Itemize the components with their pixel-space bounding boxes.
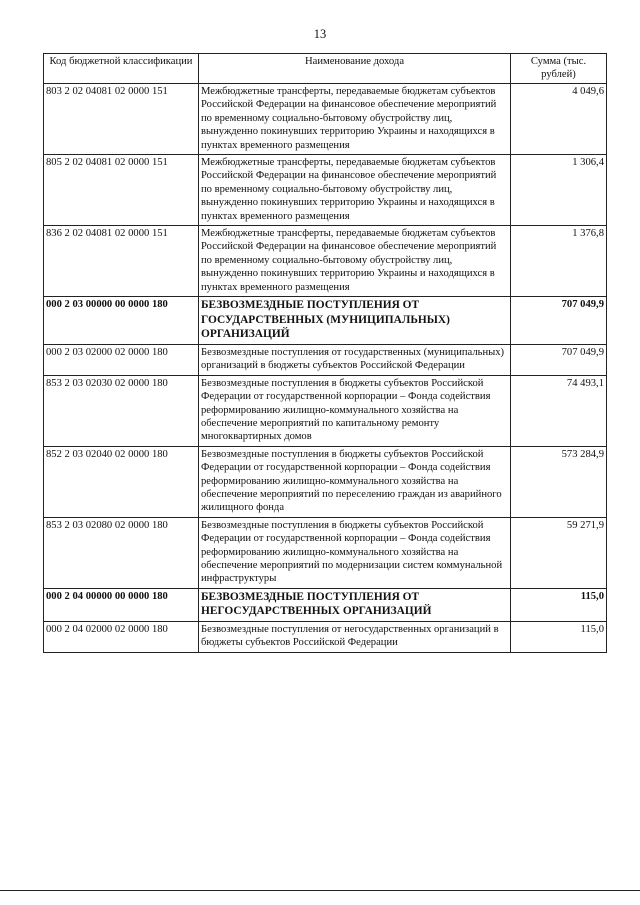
code-cell: 836 2 02 04081 02 0000 151 <box>44 226 199 297</box>
name-cell: Межбюджетные трансферты, передаваемые бюджетам субъектов Российской Федерации на финансовое обеспечение мероприятий по временному социально-бытовому обустройству лиц, вынужденно покинувших территорию Украины и находящихся в пунктах временного размещения <box>199 155 511 226</box>
amount-cell: 115,0 <box>511 588 607 621</box>
header-code: Код бюджетной классификации <box>44 54 199 84</box>
name-cell: Межбюджетные трансферты, передаваемые бюджетам субъектов Российской Федерации на финансовое обеспечение мероприятий по временному социально-бытовому обустройству лиц, вынужденно покинувших территорию Украины и находящихся в пунктах временного размещения <box>199 226 511 297</box>
table-row <box>44 297 607 345</box>
name-cell: Безвозмездные поступления в бюджеты субъектов Российской Федерации от государственной корпорации – Фонда содействия реформированию жилищно-коммунального хозяйства на обеспечение мероприятий по переселению граждан из аварийного жилищного фонда <box>199 446 511 517</box>
name-cell: БЕЗВОЗМЕЗДНЫЕ ПОСТУПЛЕНИЯ ОТ НЕГОСУДАРСТВЕННЫХ ОРГАНИЗАЦИЙ <box>199 588 511 621</box>
amount-cell: 707 049,9 <box>511 297 607 345</box>
amount-cell: 115,0 <box>511 621 607 652</box>
table-body <box>44 84 607 653</box>
amount-cell: 707 049,9 <box>511 344 607 375</box>
header-amount: Сумма (тыс. рублей) <box>511 54 607 84</box>
table-row <box>44 344 607 375</box>
code-cell: 803 2 02 04081 02 0000 151 <box>44 84 199 155</box>
amount-cell: 4 049,6 <box>511 84 607 155</box>
name-cell: БЕЗВОЗМЕЗДНЫЕ ПОСТУПЛЕНИЯ ОТ ГОСУДАРСТВЕННЫХ (МУНИЦИПАЛЬНЫХ) ОРГАНИЗАЦИЙ <box>199 297 511 345</box>
table-row <box>44 621 607 652</box>
table-row <box>44 226 607 297</box>
table-row <box>44 588 607 621</box>
amount-cell: 59 271,9 <box>511 517 607 588</box>
footer-divider <box>0 890 640 891</box>
code-cell: 000 2 03 00000 00 0000 180 <box>44 297 199 345</box>
name-cell: Безвозмездные поступления в бюджеты субъектов Российской Федерации от государственной корпорации – Фонда содействия реформированию жилищно-коммунального хозяйства на обеспечение мероприятий по модернизации систем коммунальной инфраструктуры <box>199 517 511 588</box>
name-cell: Безвозмездные поступления от негосударственных организаций в бюджеты субъектов Российской Федерации <box>199 621 511 652</box>
table-row <box>44 84 607 155</box>
table-row <box>44 155 607 226</box>
revenue-table <box>43 53 607 653</box>
code-cell: 853 2 03 02080 02 0000 180 <box>44 517 199 588</box>
amount-cell: 1 376,8 <box>511 226 607 297</box>
name-cell: Безвозмездные поступления в бюджеты субъектов Российской Федерации от государственной корпорации – Фонда содействия реформированию жилищно-коммунального хозяйства на обеспечение мероприятий по капитальному ремонту многоквартирных домов <box>199 375 511 446</box>
code-cell: 852 2 03 02040 02 0000 180 <box>44 446 199 517</box>
code-cell: 805 2 02 04081 02 0000 151 <box>44 155 199 226</box>
amount-cell: 573 284,9 <box>511 446 607 517</box>
code-cell: 000 2 04 02000 02 0000 180 <box>44 621 199 652</box>
name-cell: Межбюджетные трансферты, передаваемые бюджетам субъектов Российской Федерации на финансовое обеспечение мероприятий по временному социально-бытовому обустройству лиц, вынужденно покинувших территорию Украины и находящихся в пунктах временного размещения <box>199 84 511 155</box>
code-cell: 000 2 04 00000 00 0000 180 <box>44 588 199 621</box>
code-cell: 000 2 03 02000 02 0000 180 <box>44 344 199 375</box>
amount-cell: 74 493,1 <box>511 375 607 446</box>
code-cell: 853 2 03 02030 02 0000 180 <box>44 375 199 446</box>
header-name: Наименование дохода <box>199 54 511 84</box>
name-cell: Безвозмездные поступления от государственных (муниципальных) организаций в бюджеты субъектов Российской Федерации <box>199 344 511 375</box>
table-row <box>44 446 607 517</box>
page-number: 13 <box>313 27 327 41</box>
amount-cell: 1 306,4 <box>511 155 607 226</box>
table-header-row <box>44 54 607 84</box>
table-row <box>44 517 607 588</box>
table-row <box>44 375 607 446</box>
